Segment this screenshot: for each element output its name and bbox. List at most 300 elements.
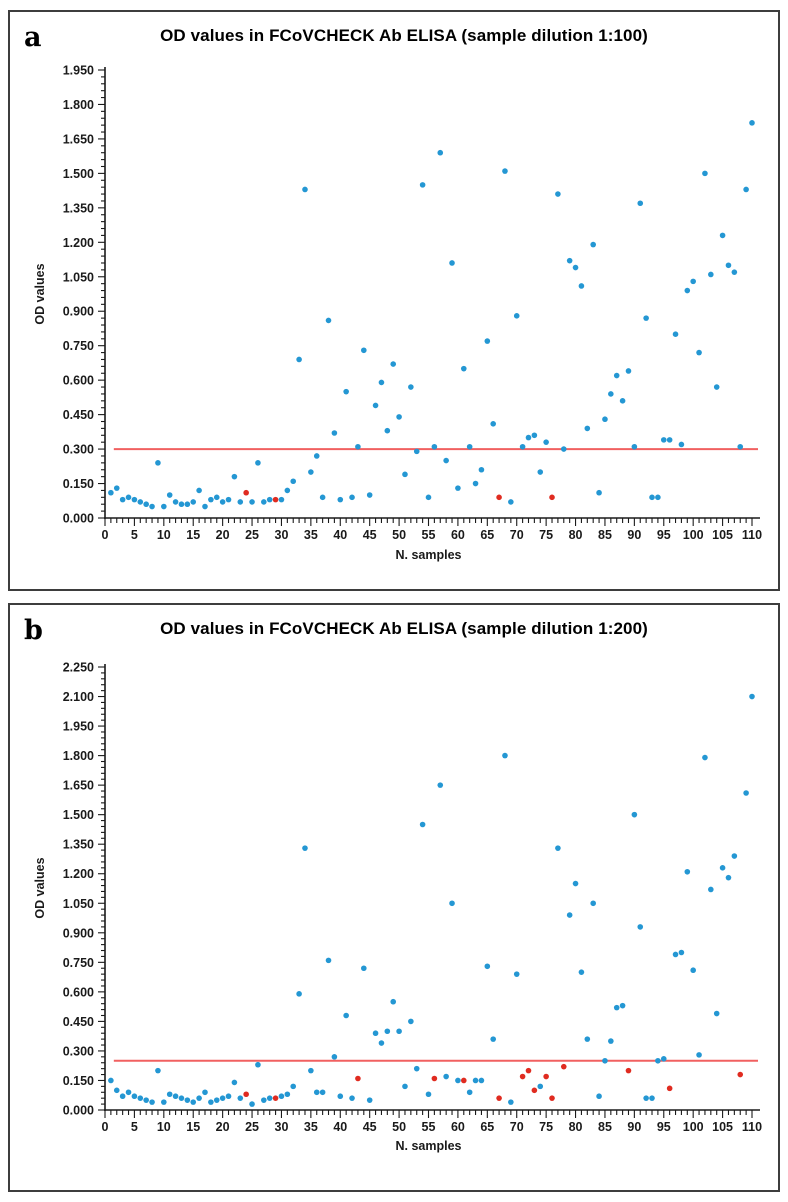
data-point-blue	[414, 1066, 420, 1072]
data-point-red	[496, 1095, 502, 1101]
data-point-blue	[696, 350, 702, 356]
data-point-blue	[585, 1036, 591, 1042]
data-point-blue	[379, 1040, 385, 1046]
data-point-blue	[208, 1099, 214, 1105]
data-point-blue	[608, 1038, 614, 1044]
y-tick-label: 0.600	[62, 985, 94, 1000]
y-tick-label: 0.900	[62, 926, 94, 941]
data-point-blue	[543, 439, 549, 445]
data-point-blue	[226, 497, 232, 503]
data-point-blue	[532, 432, 538, 438]
data-point-blue	[714, 384, 720, 390]
data-point-blue	[361, 347, 367, 353]
x-tick-label: 90	[627, 1120, 642, 1134]
data-point-blue	[255, 1062, 261, 1068]
data-point-blue	[690, 967, 696, 973]
chart-a-title: OD values in FCoVCHECK Ab ELISA (sample dilution 1:100)	[160, 26, 648, 45]
y-tick-label: 1.650	[62, 778, 94, 793]
data-point-blue	[702, 755, 708, 761]
data-point-blue	[208, 497, 214, 503]
data-point-red	[243, 1091, 249, 1097]
data-point-blue	[485, 963, 491, 969]
y-tick-label: 1.650	[62, 132, 94, 147]
data-point-blue	[137, 499, 143, 505]
data-point-blue	[337, 497, 343, 503]
data-point-blue	[537, 1084, 543, 1090]
data-point-blue	[349, 1095, 355, 1101]
data-point-blue	[367, 492, 373, 498]
data-point-blue	[161, 504, 167, 510]
x-tick-label: 100	[682, 528, 704, 542]
data-point-blue	[590, 900, 596, 906]
data-point-blue	[626, 368, 632, 374]
y-tick-label: 1.500	[62, 808, 94, 823]
data-point-blue	[673, 952, 679, 958]
data-point-blue	[185, 501, 191, 507]
data-point-red	[432, 1076, 438, 1082]
chart-a-x-axis-title: N. samples	[395, 548, 462, 562]
data-point-blue	[326, 318, 332, 324]
data-point-blue	[479, 1078, 485, 1084]
data-point-blue	[173, 499, 179, 505]
data-point-blue	[332, 1054, 338, 1060]
data-point-blue	[514, 313, 520, 319]
data-point-blue	[473, 1078, 479, 1084]
data-point-red	[549, 1095, 555, 1101]
data-point-blue	[561, 446, 567, 452]
data-point-blue	[302, 845, 308, 851]
x-tick-label: 0	[101, 528, 109, 542]
data-point-blue	[661, 437, 667, 443]
chart-b-x-axis-title: N. samples	[395, 1139, 462, 1153]
data-point-red	[667, 1086, 673, 1092]
data-point-blue	[455, 485, 461, 491]
data-point-blue	[137, 1095, 143, 1101]
data-point-blue	[749, 120, 755, 126]
y-tick-label: 1.950	[62, 63, 94, 78]
data-point-blue	[720, 865, 726, 871]
data-point-blue	[426, 495, 432, 501]
x-tick-label: 45	[362, 1120, 377, 1134]
y-tick-label: 0.750	[62, 339, 94, 354]
data-point-blue	[637, 924, 643, 930]
data-point-blue	[296, 357, 302, 363]
data-point-blue	[579, 283, 585, 289]
data-point-blue	[737, 444, 743, 450]
data-point-blue	[508, 1099, 514, 1105]
data-point-blue	[420, 822, 426, 828]
x-tick-label: 25	[245, 1120, 259, 1134]
data-point-blue	[385, 428, 391, 434]
y-tick-label: 1.500	[62, 166, 94, 181]
x-tick-label: 5	[130, 528, 138, 542]
data-point-blue	[679, 950, 685, 956]
data-point-blue	[679, 442, 685, 448]
data-point-blue	[508, 499, 514, 505]
data-point-blue	[190, 1099, 196, 1105]
data-point-blue	[396, 414, 402, 420]
data-point-blue	[726, 875, 732, 881]
x-tick-label: 75	[539, 528, 554, 542]
data-point-blue	[149, 1099, 155, 1105]
data-point-blue	[673, 331, 679, 337]
y-tick-label: 2.100	[62, 690, 94, 705]
x-tick-label: 60	[450, 1120, 465, 1134]
y-tick-label: 0.750	[62, 955, 94, 970]
x-tick-label: 105	[712, 528, 734, 542]
data-point-blue	[143, 1097, 149, 1103]
data-point-blue	[690, 279, 696, 285]
data-point-blue	[320, 1089, 326, 1095]
data-point-blue	[614, 373, 620, 379]
panel-b-letter: b	[24, 615, 43, 646]
data-point-blue	[385, 1028, 391, 1034]
data-point-blue	[620, 1003, 626, 1009]
data-point-blue	[232, 474, 238, 480]
data-point-blue	[685, 288, 691, 294]
x-tick-label: 110	[741, 528, 763, 542]
data-point-blue	[155, 460, 161, 466]
x-tick-label: 35	[303, 528, 318, 542]
y-tick-label: 1.050	[62, 896, 94, 911]
data-point-blue	[708, 272, 714, 278]
data-point-blue	[696, 1052, 702, 1058]
data-point-blue	[573, 881, 579, 887]
y-tick-label: 0.000	[62, 511, 94, 526]
data-point-blue	[608, 391, 614, 397]
data-point-red	[532, 1088, 538, 1094]
data-point-blue	[179, 501, 185, 507]
data-point-blue	[555, 845, 561, 851]
data-point-blue	[290, 1084, 296, 1090]
data-point-red	[355, 1076, 361, 1082]
data-point-blue	[308, 1068, 314, 1074]
x-tick-label: 40	[333, 1120, 348, 1134]
data-point-blue	[196, 1095, 202, 1101]
y-tick-label: 1.050	[62, 270, 94, 285]
data-point-blue	[590, 242, 596, 248]
data-point-blue	[255, 460, 261, 466]
y-tick-label: 0.600	[62, 373, 94, 388]
y-tick-label: 1.800	[62, 749, 94, 764]
data-point-blue	[655, 495, 661, 501]
panel-b	[8, 603, 780, 1192]
data-point-blue	[637, 200, 643, 206]
data-point-blue	[396, 1028, 402, 1034]
data-point-blue	[390, 999, 396, 1005]
data-point-red	[273, 497, 279, 503]
data-point-blue	[473, 481, 479, 487]
x-tick-label: 55	[421, 528, 436, 542]
data-point-blue	[337, 1093, 343, 1099]
x-tick-label: 75	[539, 1120, 554, 1134]
data-point-blue	[343, 389, 349, 395]
data-point-blue	[132, 1093, 138, 1099]
data-point-red	[496, 495, 502, 501]
y-tick-label: 0.300	[62, 1044, 94, 1059]
data-point-blue	[249, 499, 255, 505]
data-point-blue	[602, 1058, 608, 1064]
data-point-blue	[661, 1056, 667, 1062]
data-point-blue	[732, 269, 738, 275]
data-point-blue	[414, 449, 420, 455]
data-point-blue	[285, 488, 291, 494]
data-point-blue	[649, 1095, 655, 1101]
data-point-blue	[202, 504, 208, 510]
y-tick-label: 1.950	[62, 719, 94, 734]
x-tick-label: 30	[274, 528, 289, 542]
data-point-blue	[143, 501, 149, 507]
data-point-blue	[667, 437, 673, 443]
data-point-blue	[643, 315, 649, 321]
x-tick-label: 55	[421, 1120, 436, 1134]
data-point-red	[543, 1074, 549, 1080]
data-point-blue	[185, 1097, 191, 1103]
x-tick-label: 65	[480, 528, 495, 542]
data-point-blue	[314, 453, 320, 459]
data-point-blue	[390, 361, 396, 367]
x-tick-label: 60	[450, 528, 465, 542]
data-point-blue	[237, 499, 243, 505]
data-point-blue	[455, 1078, 461, 1084]
x-tick-label: 110	[741, 1120, 763, 1134]
data-point-blue	[514, 971, 520, 977]
x-tick-label: 20	[215, 528, 230, 542]
y-tick-label: 0.150	[62, 477, 94, 492]
data-point-blue	[596, 1093, 602, 1099]
y-tick-label: 1.200	[62, 235, 94, 250]
data-point-blue	[402, 472, 408, 478]
data-point-blue	[426, 1091, 432, 1097]
data-point-blue	[720, 233, 726, 239]
data-point-blue	[520, 444, 526, 450]
data-point-blue	[467, 1089, 473, 1095]
data-point-blue	[632, 812, 638, 818]
x-tick-label: 10	[156, 528, 171, 542]
data-point-blue	[314, 1089, 320, 1095]
data-point-blue	[620, 398, 626, 404]
data-point-red	[243, 490, 249, 496]
data-point-blue	[320, 495, 326, 501]
x-tick-label: 70	[509, 528, 524, 542]
scatter-plot-a	[10, 12, 778, 589]
x-tick-label: 20	[215, 1120, 230, 1134]
data-point-blue	[479, 467, 485, 473]
x-tick-label: 80	[568, 1120, 583, 1134]
y-tick-label: 2.250	[62, 660, 94, 675]
x-tick-label: 40	[333, 528, 348, 542]
data-point-red	[561, 1064, 567, 1070]
x-tick-label: 50	[392, 1120, 407, 1134]
data-point-blue	[490, 1036, 496, 1042]
data-point-blue	[461, 366, 467, 372]
data-point-blue	[179, 1095, 185, 1101]
y-tick-label: 1.350	[62, 837, 94, 852]
data-point-blue	[567, 912, 573, 918]
data-point-red	[461, 1078, 467, 1084]
data-point-blue	[161, 1099, 167, 1105]
data-point-blue	[567, 258, 573, 264]
data-point-blue	[649, 495, 655, 501]
data-point-blue	[467, 444, 473, 450]
data-point-blue	[296, 991, 302, 997]
data-point-blue	[743, 790, 749, 796]
data-point-blue	[285, 1091, 291, 1097]
data-point-blue	[114, 1088, 120, 1094]
x-tick-label: 10	[156, 1120, 171, 1134]
data-point-red	[737, 1072, 743, 1078]
data-point-blue	[708, 887, 714, 893]
data-point-blue	[226, 1093, 232, 1099]
data-point-blue	[302, 187, 308, 193]
data-point-blue	[173, 1093, 179, 1099]
data-point-blue	[326, 958, 332, 964]
data-point-blue	[402, 1084, 408, 1090]
data-point-blue	[596, 490, 602, 496]
data-point-blue	[732, 853, 738, 859]
x-tick-label: 25	[245, 528, 259, 542]
data-point-red	[626, 1068, 632, 1074]
data-point-blue	[437, 150, 443, 156]
data-point-blue	[220, 499, 226, 505]
data-point-blue	[685, 869, 691, 875]
data-point-blue	[126, 1089, 132, 1095]
y-tick-label: 1.800	[62, 97, 94, 112]
data-point-blue	[108, 490, 114, 496]
data-point-blue	[167, 1091, 173, 1097]
data-point-blue	[237, 1095, 243, 1101]
x-tick-label: 5	[130, 1120, 138, 1134]
data-point-blue	[332, 430, 338, 436]
data-point-blue	[379, 380, 385, 386]
data-point-blue	[190, 499, 196, 505]
y-tick-label: 0.900	[62, 304, 94, 319]
data-point-blue	[408, 384, 414, 390]
data-point-blue	[214, 495, 220, 501]
y-tick-label: 0.150	[62, 1073, 94, 1088]
x-tick-label: 30	[274, 1120, 289, 1134]
data-point-blue	[449, 260, 455, 266]
x-tick-label: 65	[480, 1120, 495, 1134]
x-tick-label: 95	[656, 1120, 671, 1134]
data-point-blue	[308, 469, 314, 475]
data-point-blue	[367, 1097, 373, 1103]
data-point-blue	[526, 435, 532, 441]
data-point-blue	[702, 171, 708, 177]
data-point-blue	[220, 1095, 226, 1101]
data-point-blue	[108, 1078, 114, 1084]
data-point-red	[273, 1095, 279, 1101]
data-point-blue	[202, 1089, 208, 1095]
data-point-blue	[632, 444, 638, 450]
data-point-blue	[490, 421, 496, 427]
x-tick-label: 95	[656, 528, 671, 542]
data-point-blue	[585, 426, 591, 432]
y-tick-label: 0.450	[62, 408, 94, 423]
x-tick-label: 35	[303, 1120, 318, 1134]
data-point-blue	[155, 1068, 161, 1074]
y-tick-label: 1.350	[62, 201, 94, 216]
x-tick-label: 100	[682, 1120, 704, 1134]
data-point-blue	[120, 1093, 126, 1099]
data-point-blue	[502, 753, 508, 759]
y-tick-label: 1.200	[62, 867, 94, 882]
data-point-blue	[373, 403, 379, 409]
data-point-blue	[126, 495, 132, 501]
data-point-blue	[432, 444, 438, 450]
chart-a-y-axis-title: OD values	[33, 263, 47, 325]
data-point-blue	[443, 1074, 449, 1080]
chart-b-title: OD values in FCoVCHECK Ab ELISA (sample dilution 1:200)	[160, 619, 648, 638]
data-point-blue	[267, 497, 273, 503]
data-point-blue	[261, 499, 267, 505]
data-point-blue	[361, 965, 367, 971]
data-point-blue	[120, 497, 126, 503]
data-point-blue	[349, 495, 355, 501]
data-point-blue	[555, 191, 561, 197]
data-point-blue	[149, 504, 155, 510]
data-point-blue	[196, 488, 202, 494]
data-point-blue	[614, 1005, 620, 1011]
y-tick-label: 0.450	[62, 1014, 94, 1029]
data-point-blue	[420, 182, 426, 188]
chart-b-y-axis-title: OD values	[33, 857, 47, 919]
data-point-blue	[355, 444, 361, 450]
data-point-blue	[602, 416, 608, 422]
data-point-blue	[485, 338, 491, 344]
data-point-blue	[573, 265, 579, 271]
scatter-plot-b	[10, 605, 778, 1190]
x-tick-label: 90	[627, 528, 642, 542]
x-tick-label: 15	[186, 1120, 201, 1134]
data-point-blue	[743, 187, 749, 193]
data-point-blue	[214, 1097, 220, 1103]
x-tick-label: 70	[509, 1120, 524, 1134]
data-point-blue	[261, 1097, 267, 1103]
data-point-blue	[726, 262, 732, 268]
y-tick-label: 0.000	[62, 1103, 94, 1118]
x-tick-label: 50	[392, 528, 407, 542]
x-tick-label: 0	[101, 1120, 109, 1134]
data-point-blue	[714, 1011, 720, 1017]
data-point-blue	[655, 1058, 661, 1064]
x-tick-label: 85	[598, 1120, 612, 1134]
data-point-blue	[749, 694, 755, 700]
data-point-blue	[132, 497, 138, 503]
data-point-blue	[408, 1019, 414, 1025]
data-point-blue	[279, 497, 285, 503]
data-point-blue	[249, 1101, 255, 1107]
data-point-blue	[373, 1030, 379, 1036]
x-tick-label: 45	[362, 528, 377, 542]
data-point-red	[526, 1068, 532, 1074]
data-point-blue	[449, 900, 455, 906]
data-point-blue	[579, 969, 585, 975]
x-tick-label: 15	[186, 528, 201, 542]
x-tick-label: 105	[712, 1120, 734, 1134]
data-point-blue	[643, 1095, 649, 1101]
panel-a	[8, 10, 780, 591]
data-point-blue	[232, 1080, 238, 1086]
data-point-red	[549, 495, 555, 501]
y-tick-label: 0.300	[62, 442, 94, 457]
x-tick-label: 85	[598, 528, 612, 542]
data-point-blue	[267, 1095, 273, 1101]
data-point-blue	[443, 458, 449, 464]
data-point-blue	[290, 478, 296, 484]
data-point-blue	[279, 1093, 285, 1099]
data-point-blue	[537, 469, 543, 475]
